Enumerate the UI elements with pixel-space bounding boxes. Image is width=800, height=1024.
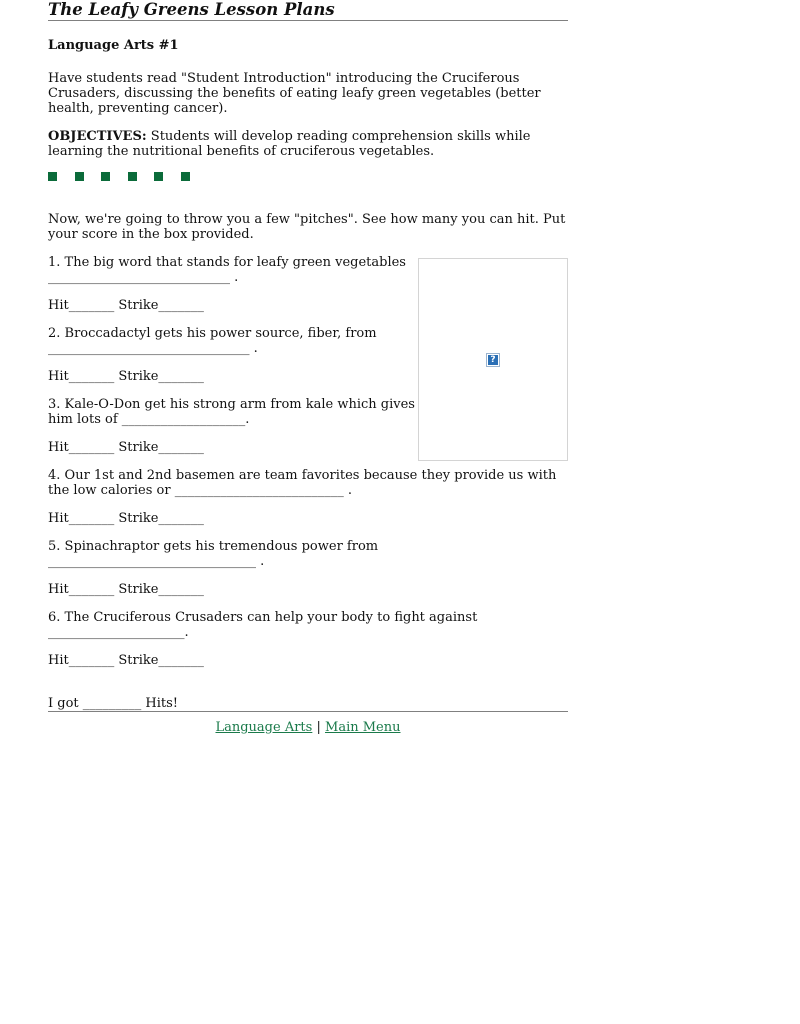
hit-strike-line-1: Hit_______ Strike_______ [48,298,204,313]
green-square-bullet-icon [154,172,163,181]
footer-nav [48,720,568,735]
hit-strike-line-4: Hit_______ Strike_______ [48,511,204,526]
objectives-text: Students will develop reading comprehension skills while learning the nutritional benefits of cruciferous vegetables. [48,129,531,159]
lesson-title: Language Arts #1 [48,38,179,53]
question-3: 3. Kale-O-Don get his strong arm from kale which gives him lots of ___________________. [48,397,415,427]
broken-image-placeholder [418,258,568,461]
objectives-label: OBJECTIVES: [48,129,147,144]
language-arts-link[interactable]: Language Arts [215,720,313,735]
green-square-bullet-icon [48,172,57,181]
page-content [48,0,568,735]
green-square-bullet-icon [128,172,137,181]
bottom-divider [48,711,568,712]
green-square-bullet-icon [181,172,190,181]
main-menu-link[interactable]: Main Menu [325,720,401,735]
site-title: The Leafy Greens Lesson Plans [48,0,335,19]
score-line: I got _________ Hits! [48,696,179,711]
question-5: 5. Spinachraptor gets his tremendous power from ________________________________ . [48,539,379,569]
question-block-narrow [48,255,416,455]
decorative-bullet-row [48,172,568,182]
hit-strike-line-3: Hit_______ Strike_______ [48,440,204,455]
hit-strike-line-6: Hit_______ Strike_______ [48,653,204,668]
question-1: 1. The big word that stands for leafy green vegetables ____________________________ . [48,255,406,285]
objectives [48,129,568,159]
question-2: 2. Broccadactyl gets his power source, fiber, from _______________________________ . [48,326,377,356]
hit-strike-line-2: Hit_______ Strike_______ [48,369,204,384]
question-4: 4. Our 1st and 2nd basemen are team favorites because they provide us with the low calories or __________________________ . [48,468,557,498]
hit-strike-line-5: Hit_______ Strike_______ [48,582,204,597]
green-square-bullet-icon [101,172,110,181]
question-6: 6. The Cruciferous Crusaders can help your body to fight against _____________________. [48,610,478,640]
lesson-intro: Have students read "Student Introduction" introducing the Cruciferous Crusaders, discussing the benefits of eating leafy green vegetables (better health, preventing cancer). [48,71,541,116]
green-square-bullet-icon [75,172,84,181]
top-divider [48,20,568,21]
footer-separator: | [316,720,321,735]
quiz-instructions: Now, we're going to throw you a few "pitches". See how many you can hit. Put your score in the box provided. [48,212,566,242]
broken-image-icon: ? [486,353,500,367]
